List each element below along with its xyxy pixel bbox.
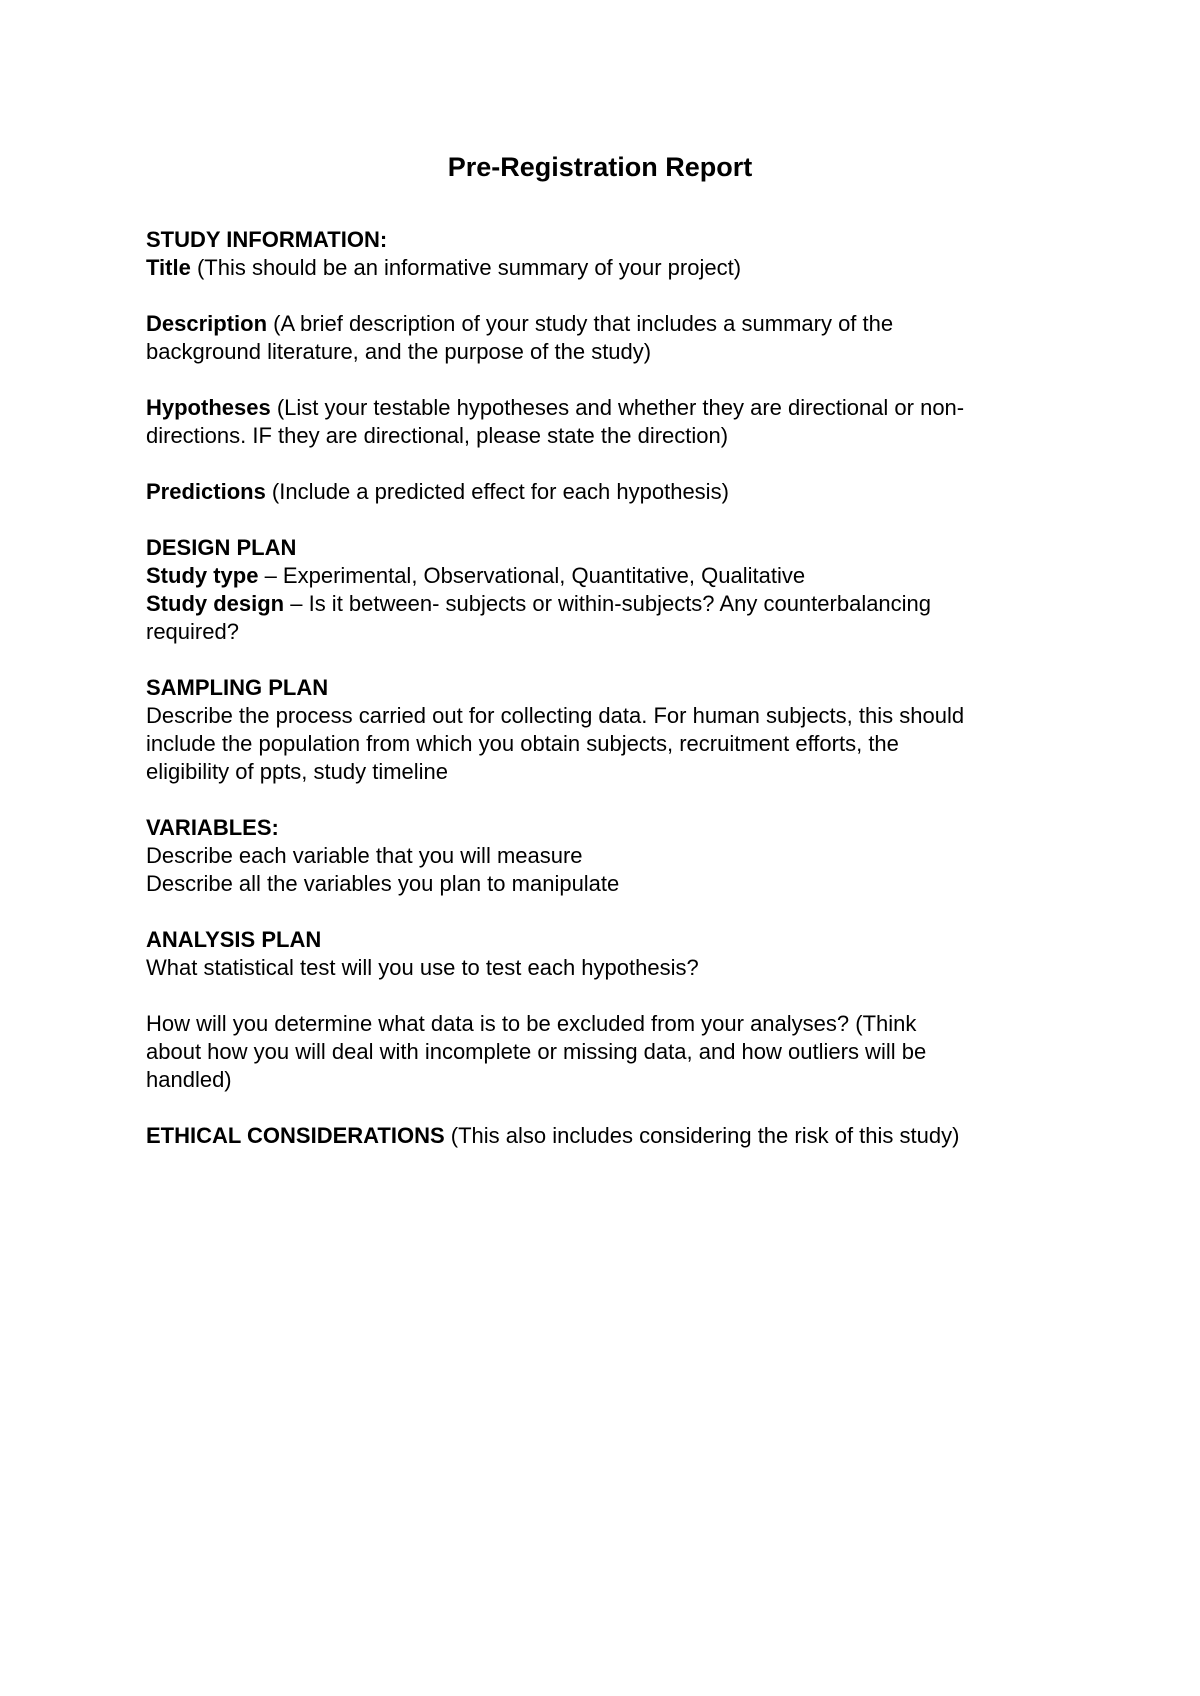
study-design-item xyxy=(146,590,1076,618)
analysis-exclusion-line: How will you determine what data is to be excluded from your analyses? (Think xyxy=(146,1011,917,1036)
predictions-label: Predictions xyxy=(146,479,266,504)
description-label: Description xyxy=(146,311,268,336)
sampling-text-line: include the population from which you obtain subjects, recruitment efforts, the xyxy=(146,731,899,756)
study-design-text-line: required? xyxy=(146,619,239,644)
section-heading-analysis-plan: ANALYSIS PLAN xyxy=(146,927,322,952)
variables-text-line: Describe each variable that you will measure xyxy=(146,843,583,868)
document-body xyxy=(146,226,1076,1150)
study-design-label: Study design xyxy=(146,591,285,616)
hypotheses-label: Hypotheses xyxy=(146,395,271,420)
analysis-exclusion-line: about how you will deal with incomplete or missing data, and how outliers will be xyxy=(146,1039,927,1064)
study-type-text: – Experimental, Observational, Quantitative, Qualitative xyxy=(258,563,806,588)
analysis-text-line: What statistical test will you use to test each hypothesis? xyxy=(146,955,699,980)
sampling-text-line: Describe the process carried out for collecting data. For human subjects, this should xyxy=(146,703,965,728)
section-heading-ethical: ETHICAL CONSIDERATIONS xyxy=(146,1123,445,1148)
predictions-item xyxy=(146,478,1076,506)
ethical-text: (This also includes considering the risk of this study) xyxy=(444,1123,960,1148)
study-design-text-line: – Is it between- subjects or within-subjects? Any counterbalancing xyxy=(284,591,932,616)
document-title: Pre-Registration Report xyxy=(447,152,753,182)
ethical-item xyxy=(146,1122,1076,1150)
description-text-line: background literature, and the purpose of the study) xyxy=(146,339,652,364)
title-label: Title xyxy=(146,255,191,280)
section-heading-study-information: STUDY INFORMATION: xyxy=(146,227,388,252)
description-text-line: (A brief description of your study that includes a summary of the xyxy=(267,311,894,336)
hypotheses-item xyxy=(146,394,1076,422)
analysis-exclusion-line: handled) xyxy=(146,1067,232,1092)
section-heading-design-plan: DESIGN PLAN xyxy=(146,535,297,560)
hypotheses-text-line: (List your testable hypotheses and whether they are directional or non- xyxy=(270,395,965,420)
section-heading-variables: VARIABLES: xyxy=(146,815,279,840)
sampling-text-line: eligibility of ppts, study timeline xyxy=(146,759,449,784)
description-item xyxy=(146,310,1076,338)
section-heading-sampling-plan: SAMPLING PLAN xyxy=(146,675,329,700)
study-type-item xyxy=(146,562,1076,590)
title-text: (This should be an informative summary of your project) xyxy=(190,255,742,280)
predictions-text: (Include a predicted effect for each hypothesis) xyxy=(265,479,729,504)
study-type-label: Study type xyxy=(146,563,259,588)
hypotheses-text-line: directions. IF they are directional, please state the direction) xyxy=(146,423,729,448)
title-item xyxy=(146,254,1076,282)
variables-text-line: Describe all the variables you plan to manipulate xyxy=(146,871,620,896)
